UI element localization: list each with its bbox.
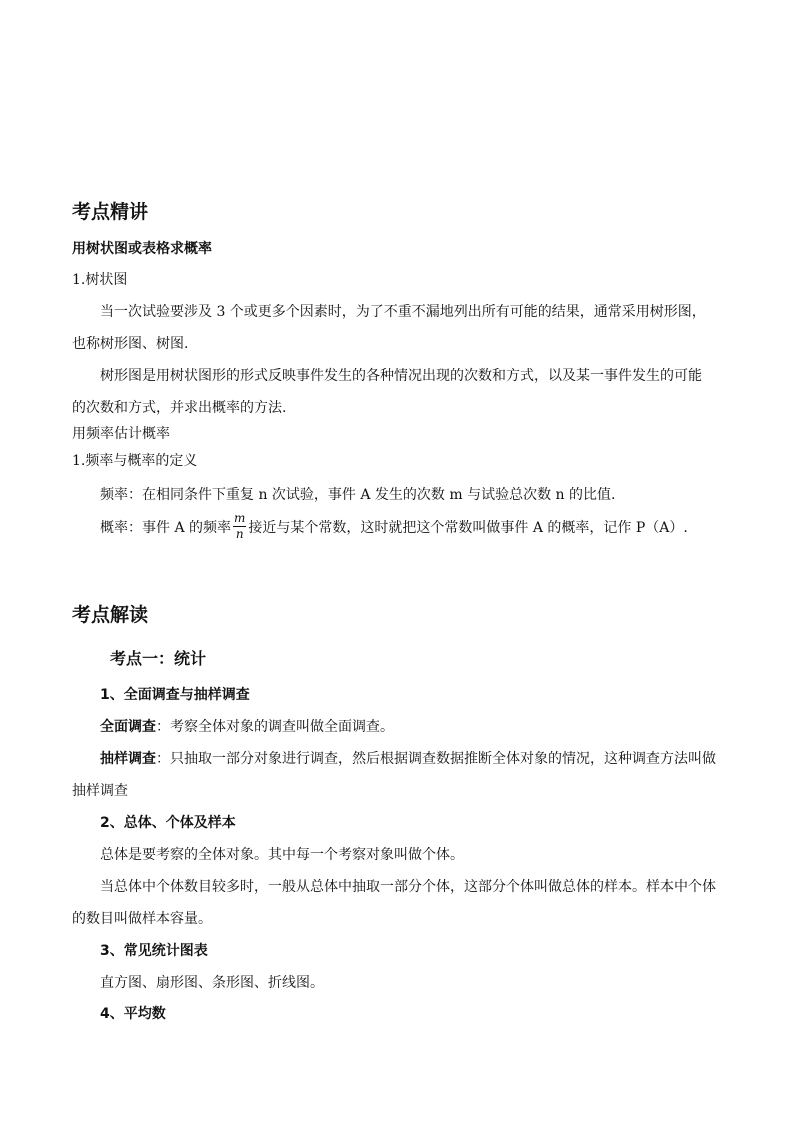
probability-definition-line	[100, 511, 688, 541]
fraction-denominator: n	[235, 526, 244, 541]
heading-population-sample: 2、总体、个体及样本	[100, 815, 236, 831]
population-line-3: 的数目叫做样本容量。	[72, 911, 212, 927]
paragraph-2-line-2: 的次数和方式，并求出概率的方法.	[72, 400, 287, 416]
paragraph-2-line-1: 树形图是用树状图形的形式反映事件发生的各种情况出现的次数和方式，以及某一事件发生的可能	[100, 368, 702, 384]
full-survey-text: ：考察全体对象的调查叫做全面调查。	[156, 719, 394, 735]
section-title-jingjiang: 考点精讲	[72, 201, 149, 223]
population-line-1: 总体是要考察的全体对象。其中每一个考察对象叫做个体。	[100, 847, 464, 863]
common-charts-line: 直方图、扇形图、条形图、折线图。	[100, 975, 324, 991]
item-frequency-definition: 1.频率与概率的定义	[72, 453, 198, 469]
probability-text-after: 接近与某个常数，这时就把这个常数叫做事件 A 的概率，记作 P（A）.	[248, 520, 688, 537]
item-tree-diagram: 1.树状图	[72, 272, 128, 288]
heading-survey-types: 1、全面调查与抽样调查	[100, 687, 250, 703]
probability-text-before: 概率：事件 A 的频率	[100, 520, 232, 537]
population-line-2: 当总体中个体数目较多时，一般从总体中抽取一部分个体，这部分个体叫做总体的样本。样本中个体	[100, 879, 716, 895]
sample-survey-line-2: 抽样调查	[72, 783, 128, 799]
paragraph-1-line-2: 也称树形图、树图.	[72, 336, 189, 352]
subheading-frequency-estimate: 用频率估计概率	[72, 426, 170, 442]
section-title-jiedu: 考点解读	[72, 604, 149, 626]
heading-common-charts: 3、常见统计图表	[100, 943, 208, 959]
frequency-definition-line: 频率：在相同条件下重复 n 次试验，事件 A 发生的次数 m 与试验总次数 n 的比值.	[100, 487, 616, 503]
fraction-m-over-n	[233, 512, 246, 540]
subheading-tree-table: 用树状图或表格求概率	[72, 241, 212, 257]
sample-survey-line	[100, 752, 716, 766]
full-survey-label: 全面调查	[100, 719, 156, 735]
fraction-numerator: m	[234, 511, 246, 525]
heading-average: 4、平均数	[100, 1006, 166, 1022]
full-survey-line	[100, 720, 394, 734]
sample-survey-label: 抽样调查	[100, 751, 156, 767]
paragraph-1-line-1: 当一次试验要涉及 3 个或更多个因素时，为了不重不漏地列出所有可能的结果，通常采用树形图，	[100, 304, 706, 320]
point-one-statistics: 考点一：统计	[110, 649, 207, 668]
sample-survey-text: ：只抽取一部分对象进行调查，然后根据调查数据推断全体对象的情况，这种调查方法叫做	[156, 751, 716, 767]
